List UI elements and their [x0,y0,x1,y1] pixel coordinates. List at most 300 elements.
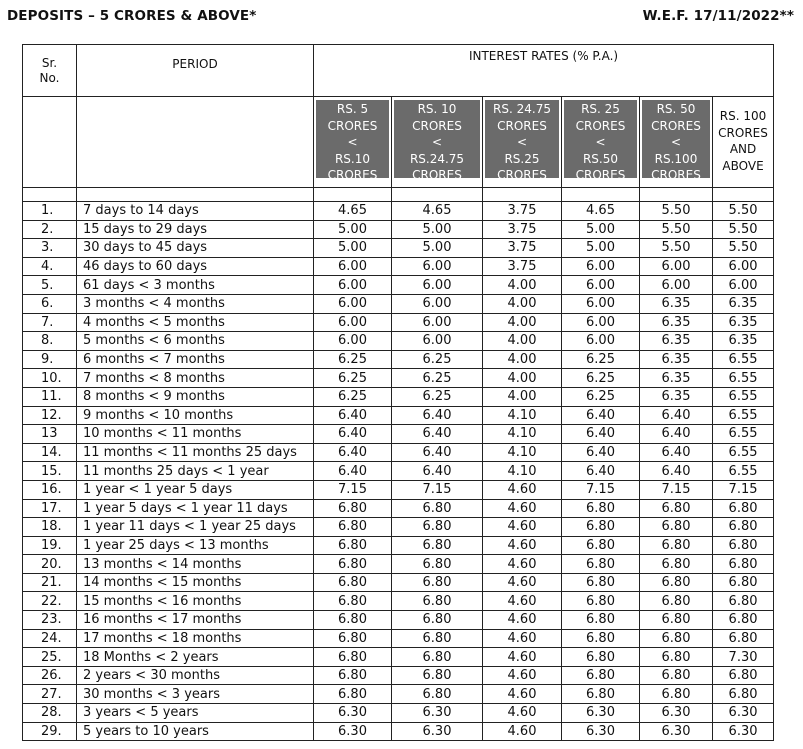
blank-cell [640,188,713,202]
rate-cell: 6.80 [392,685,483,704]
rate-cell: 6.80 [713,555,774,574]
blank-cell [77,97,314,188]
sr-no-cell: 26. [23,666,77,685]
slab-label-line: CRORES [327,118,378,133]
slab-label-line: ABOVE [722,158,764,173]
rate-cell: 6.35 [640,369,713,388]
sr-no-cell: 29. [23,722,77,741]
rate-cell: 6.40 [392,462,483,481]
rate-cell: 6.80 [314,629,392,648]
sr-no-cell: 7. [23,313,77,332]
slab-label [394,100,480,182]
sr-no-cell: 3. [23,239,77,258]
rate-cell: 6.25 [392,350,483,369]
rate-cell: 6.80 [713,536,774,555]
rate-cell: 4.00 [483,369,562,388]
rate-cell: 6.55 [713,350,774,369]
sr-no-cell: 2. [23,220,77,239]
sr-no-cell: 9. [23,350,77,369]
rate-cell: 6.30 [314,704,392,723]
slab-label-line: CRORES [575,118,626,133]
period-cell: 13 months < 14 months [77,555,314,574]
table-row [23,480,774,499]
rate-cell: 6.80 [640,573,713,592]
sr-no-cell: 20. [23,555,77,574]
period-cell: 2 years < 30 months [77,666,314,685]
rate-cell: 6.80 [640,592,713,611]
period-header: PERIOD [77,45,314,97]
rate-cell: 6.80 [713,666,774,685]
slab-label [715,100,771,178]
slab-header-cell [640,97,713,188]
rate-cell: 6.00 [314,332,392,351]
rate-cell: 6.55 [713,462,774,481]
slab-label [316,100,389,182]
sr-no-cell: 27. [23,685,77,704]
rate-cell: 6.80 [640,685,713,704]
rate-cell: 6.80 [392,629,483,648]
period-cell: 1 year 11 days < 1 year 25 days [77,518,314,537]
period-cell: 16 months < 17 months [77,611,314,630]
rate-cell: 7.15 [640,480,713,499]
rate-cell: 6.80 [392,573,483,592]
rate-cell: 6.80 [562,685,640,704]
document-title: DEPOSITS – 5 CRORES & ABOVE* [7,8,257,24]
rate-cell: 6.30 [640,704,713,723]
table-row [23,369,774,388]
rate-cell: 6.30 [314,722,392,741]
rate-cell: 6.00 [392,294,483,313]
slab-label-line: RS. 24.75 [493,102,551,116]
sr-no-cell: 1. [23,202,77,221]
rate-cell: 6.30 [562,704,640,723]
period-cell: 30 months < 3 years [77,685,314,704]
blank-cell [23,188,77,202]
period-cell: 7 months < 8 months [77,369,314,388]
rate-cell: 3.75 [483,220,562,239]
rate-cell: 6.00 [562,332,640,351]
rate-cell: 6.80 [713,499,774,518]
table-row [23,202,774,221]
rate-cell: 6.55 [713,387,774,406]
sr-no-cell: 8. [23,332,77,351]
table-row [23,220,774,239]
rate-cell: 6.40 [314,462,392,481]
rate-cell: 6.80 [314,666,392,685]
slab-header-cell [314,97,392,188]
period-cell: 5 years to 10 years [77,722,314,741]
rate-cell: 6.80 [562,592,640,611]
slab-header-cell [392,97,483,188]
slab-label-line: RS.10 [334,151,371,166]
rate-cell: 5.50 [640,239,713,258]
rate-cell: 6.80 [640,518,713,537]
slab-label-line: < [347,135,358,149]
rate-cell: 6.80 [392,518,483,537]
rate-cell: 4.00 [483,387,562,406]
rate-cell: 3.75 [483,257,562,276]
sr-no-cell: 21. [23,573,77,592]
table-row [23,611,774,630]
slab-label-line: RS.100 [654,151,698,166]
rate-cell: 6.80 [562,611,640,630]
period-cell: 1 year 5 days < 1 year 11 days [77,499,314,518]
period-cell: 10 months < 11 months [77,425,314,444]
period-cell: 61 days < 3 months [77,276,314,295]
sr-no-cell: 22. [23,592,77,611]
rate-cell: 4.65 [562,202,640,221]
rate-cell: 6.80 [640,629,713,648]
slab-label-line: CRORES [575,168,626,182]
rate-cell: 6.80 [713,592,774,611]
rate-cell: 6.40 [562,462,640,481]
slab-label-line: < [431,135,443,149]
rate-cell: 6.80 [713,629,774,648]
rate-cell: 6.35 [713,332,774,351]
period-cell: 5 months < 6 months [77,332,314,351]
rate-cell: 6.80 [562,648,640,667]
period-cell: 1 year 25 days < 13 months [77,536,314,555]
rate-cell: 6.80 [640,666,713,685]
rate-cell: 6.35 [713,294,774,313]
slab-header-cell [713,97,774,188]
period-cell: 15 days to 29 days [77,220,314,239]
period-cell: 11 months 25 days < 1 year [77,462,314,481]
table-row [23,239,774,258]
period-cell: 9 months < 10 months [77,406,314,425]
rate-cell: 6.80 [562,499,640,518]
rate-cell: 6.80 [314,536,392,555]
rate-cell: 6.80 [562,518,640,537]
rate-cell: 6.00 [562,313,640,332]
table-row [23,704,774,723]
effective-date: W.E.F. 17/11/2022** [642,8,794,24]
table-row [23,648,774,667]
sr-no-cell: 18. [23,518,77,537]
rate-cell: 6.00 [314,294,392,313]
table-row [23,592,774,611]
slab-header-cell [562,97,640,188]
rate-cell: 4.00 [483,313,562,332]
rate-cell: 6.00 [640,276,713,295]
slab-label-line: CRORES [412,118,462,133]
slab-label-line: < [516,135,528,149]
rate-cell: 4.60 [483,611,562,630]
blank-cell [392,188,483,202]
rate-cell: 4.60 [483,685,562,704]
rate-cell: 4.65 [314,202,392,221]
table-row [23,332,774,351]
rate-cell: 4.60 [483,666,562,685]
period-cell: 18 Months < 2 years [77,648,314,667]
rate-cell: 6.80 [562,666,640,685]
interest-rate-table [22,44,774,741]
rate-cell: 5.00 [562,239,640,258]
sr-no-cell: 13 [23,425,77,444]
rate-cell: 6.80 [713,685,774,704]
rate-cell: 6.80 [392,536,483,555]
rate-cell: 6.35 [640,313,713,332]
sr-no-cell: 6. [23,294,77,313]
rate-cell: 6.80 [314,611,392,630]
sr-no-cell: 11. [23,387,77,406]
rate-cell: 5.50 [640,202,713,221]
rate-cell: 6.25 [562,350,640,369]
slab-label-line: CRORES [497,168,547,182]
table-row [23,518,774,537]
rate-cell: 6.40 [562,425,640,444]
rate-cell: 6.35 [640,350,713,369]
slab-label [564,100,637,182]
rate-cell: 6.80 [392,666,483,685]
rate-cell: 6.80 [562,629,640,648]
rate-cell: 7.15 [392,480,483,499]
rate-cell: 4.60 [483,480,562,499]
period-cell: 3 months < 4 months [77,294,314,313]
rate-cell: 6.80 [640,648,713,667]
slab-label-line: CRORES [651,168,701,182]
sr-no-header: Sr. No. [23,45,77,97]
rate-cell: 6.35 [640,332,713,351]
rate-cell: 6.30 [640,722,713,741]
rate-cell: 6.80 [392,555,483,574]
rate-cell: 4.00 [483,332,562,351]
rate-cell: 6.80 [314,685,392,704]
rate-cell: 6.00 [392,332,483,351]
rate-cell: 6.40 [392,443,483,462]
rate-cell: 6.40 [314,406,392,425]
rate-cell: 6.55 [713,425,774,444]
blank-cell [713,188,774,202]
sr-no-cell: 14. [23,443,77,462]
slab-label [642,100,710,182]
rate-cell: 6.00 [314,313,392,332]
slab-label-line: RS. 5 [336,102,369,116]
rate-cell: 6.80 [640,611,713,630]
rate-cell: 4.60 [483,536,562,555]
rate-cell: 6.25 [392,387,483,406]
slab-label-line: < [670,135,682,149]
sr-no-cell: 4. [23,257,77,276]
rate-cell: 4.60 [483,573,562,592]
rate-cell: 6.00 [562,294,640,313]
rate-cell: 6.30 [562,722,640,741]
table-row [23,685,774,704]
rate-cell: 4.00 [483,294,562,313]
sr-no-cell: 17. [23,499,77,518]
rate-cell: 6.80 [314,573,392,592]
table-row [23,499,774,518]
rate-cell: 5.00 [562,220,640,239]
rate-cell: 6.30 [392,722,483,741]
rate-cell: 6.40 [640,425,713,444]
rate-cell: 5.50 [713,220,774,239]
rate-cell: 6.80 [562,573,640,592]
rate-cell: 6.80 [314,648,392,667]
period-cell: 15 months < 16 months [77,592,314,611]
period-cell: 30 days to 45 days [77,239,314,258]
rate-cell: 7.15 [562,480,640,499]
period-cell: 8 months < 9 months [77,387,314,406]
rate-cell: 6.80 [713,611,774,630]
rate-cell: 6.80 [640,536,713,555]
table-row [23,294,774,313]
slab-label-line: CRORES [651,118,701,133]
table-row [23,406,774,425]
rate-cell: 4.10 [483,425,562,444]
rate-cell: 5.50 [713,202,774,221]
table-row [23,536,774,555]
rate-cell: 6.55 [713,406,774,425]
blank-cell [562,188,640,202]
rate-cell: 6.35 [640,387,713,406]
rate-cell: 3.75 [483,202,562,221]
rate-cell: 4.65 [392,202,483,221]
slab-label-line: RS. 25 [581,102,620,116]
rate-cell: 7.15 [314,480,392,499]
table-row [23,276,774,295]
rate-cell: 6.55 [713,443,774,462]
rate-cell: 6.40 [640,406,713,425]
rate-cell: 6.80 [640,555,713,574]
blank-cell [483,188,562,202]
table-row [23,443,774,462]
rate-cell: 4.60 [483,722,562,741]
table-row [23,722,774,741]
rate-cell: 6.40 [562,443,640,462]
table-row [23,666,774,685]
rate-cell: 7.15 [713,480,774,499]
rate-cell: 6.80 [392,648,483,667]
rate-cell: 6.30 [713,704,774,723]
blank-cell [23,97,77,188]
rate-cell: 6.30 [713,722,774,741]
sr-no-cell: 12. [23,406,77,425]
rate-cell: 6.00 [392,313,483,332]
rate-cell: 4.60 [483,555,562,574]
interest-rates-header: INTEREST RATES (% P.A.) [314,45,774,97]
sr-no-cell: 5. [23,276,77,295]
sr-no-cell: 25. [23,648,77,667]
rate-cell: 6.80 [392,499,483,518]
sr-no-cell: 19. [23,536,77,555]
rate-cell: 5.50 [640,220,713,239]
rate-cell: 5.00 [392,239,483,258]
rate-cell: 4.60 [483,499,562,518]
slab-label-line: < [595,135,606,149]
slab-label-line: RS. 10 [417,102,457,116]
rate-cell: 6.25 [314,387,392,406]
rate-cell: 6.80 [392,611,483,630]
rate-cell: 5.00 [314,239,392,258]
rate-cell: 4.60 [483,648,562,667]
slab-label-line: CRORES [412,168,462,182]
rate-cell: 6.00 [640,257,713,276]
rate-cell: 6.40 [562,406,640,425]
rate-cell: 6.00 [314,276,392,295]
slab-label-line: CRORES [327,168,378,182]
slab-label-line: CRORES [497,118,547,133]
rate-cell: 7.30 [713,648,774,667]
table-row [23,555,774,574]
rate-cell: 6.40 [640,443,713,462]
rate-cell: 6.80 [562,555,640,574]
sr-no-cell: 10. [23,369,77,388]
rate-cell: 6.80 [713,573,774,592]
period-cell: 3 years < 5 years [77,704,314,723]
table-row [23,257,774,276]
rate-cell: 6.80 [314,592,392,611]
rate-cell: 4.60 [483,704,562,723]
rate-cell: 5.00 [392,220,483,239]
rate-cell: 6.80 [713,518,774,537]
table-row [23,629,774,648]
rate-cell: 6.80 [392,592,483,611]
table-row [23,350,774,369]
rate-cell: 4.60 [483,592,562,611]
rate-cell: 6.25 [562,387,640,406]
period-cell: 4 months < 5 months [77,313,314,332]
rate-cell: 6.00 [562,257,640,276]
rate-cell: 6.00 [713,276,774,295]
rate-cell: 6.00 [392,257,483,276]
table-row [23,387,774,406]
rate-cell: 6.25 [392,369,483,388]
rate-cell: 6.00 [713,257,774,276]
rate-cell: 6.25 [314,369,392,388]
slab-header-cell [483,97,562,188]
slab-label-line: RS.24.75 [409,151,465,166]
rate-cell: 6.40 [392,425,483,444]
rate-cell: 5.00 [314,220,392,239]
slab-label-line: AND [729,142,757,156]
rate-cell: 6.80 [314,518,392,537]
sr-no-cell: 23. [23,611,77,630]
rate-cell: 6.80 [314,555,392,574]
slab-label-line: RS.50 [582,151,619,166]
period-cell: 11 months < 11 months 25 days [77,443,314,462]
rate-cell: 4.60 [483,629,562,648]
slab-label-line: RS. 100 [719,109,767,123]
rate-cell: 4.10 [483,443,562,462]
title-bar [7,8,794,28]
rate-cell: 6.80 [562,536,640,555]
sr-no-cell: 24. [23,629,77,648]
blank-cell [314,188,392,202]
rate-cell: 4.10 [483,406,562,425]
rate-cell: 6.25 [314,350,392,369]
period-cell: 46 days to 60 days [77,257,314,276]
period-cell: 14 months < 15 months [77,573,314,592]
rate-cell: 6.30 [392,704,483,723]
sr-no-cell: 15. [23,462,77,481]
rate-cell: 6.35 [640,294,713,313]
rate-cell: 6.80 [640,499,713,518]
period-cell: 7 days to 14 days [77,202,314,221]
rate-cell: 5.50 [713,239,774,258]
rate-cell: 4.60 [483,518,562,537]
slab-label [485,100,559,182]
rate-cell: 4.00 [483,276,562,295]
rate-cell: 4.00 [483,350,562,369]
rate-cell: 6.00 [562,276,640,295]
table-row [23,573,774,592]
period-cell: 6 months < 7 months [77,350,314,369]
slab-label-line: RS.25 [504,151,540,166]
blank-cell [77,188,314,202]
rate-cell: 6.40 [392,406,483,425]
rate-cell: 6.25 [562,369,640,388]
